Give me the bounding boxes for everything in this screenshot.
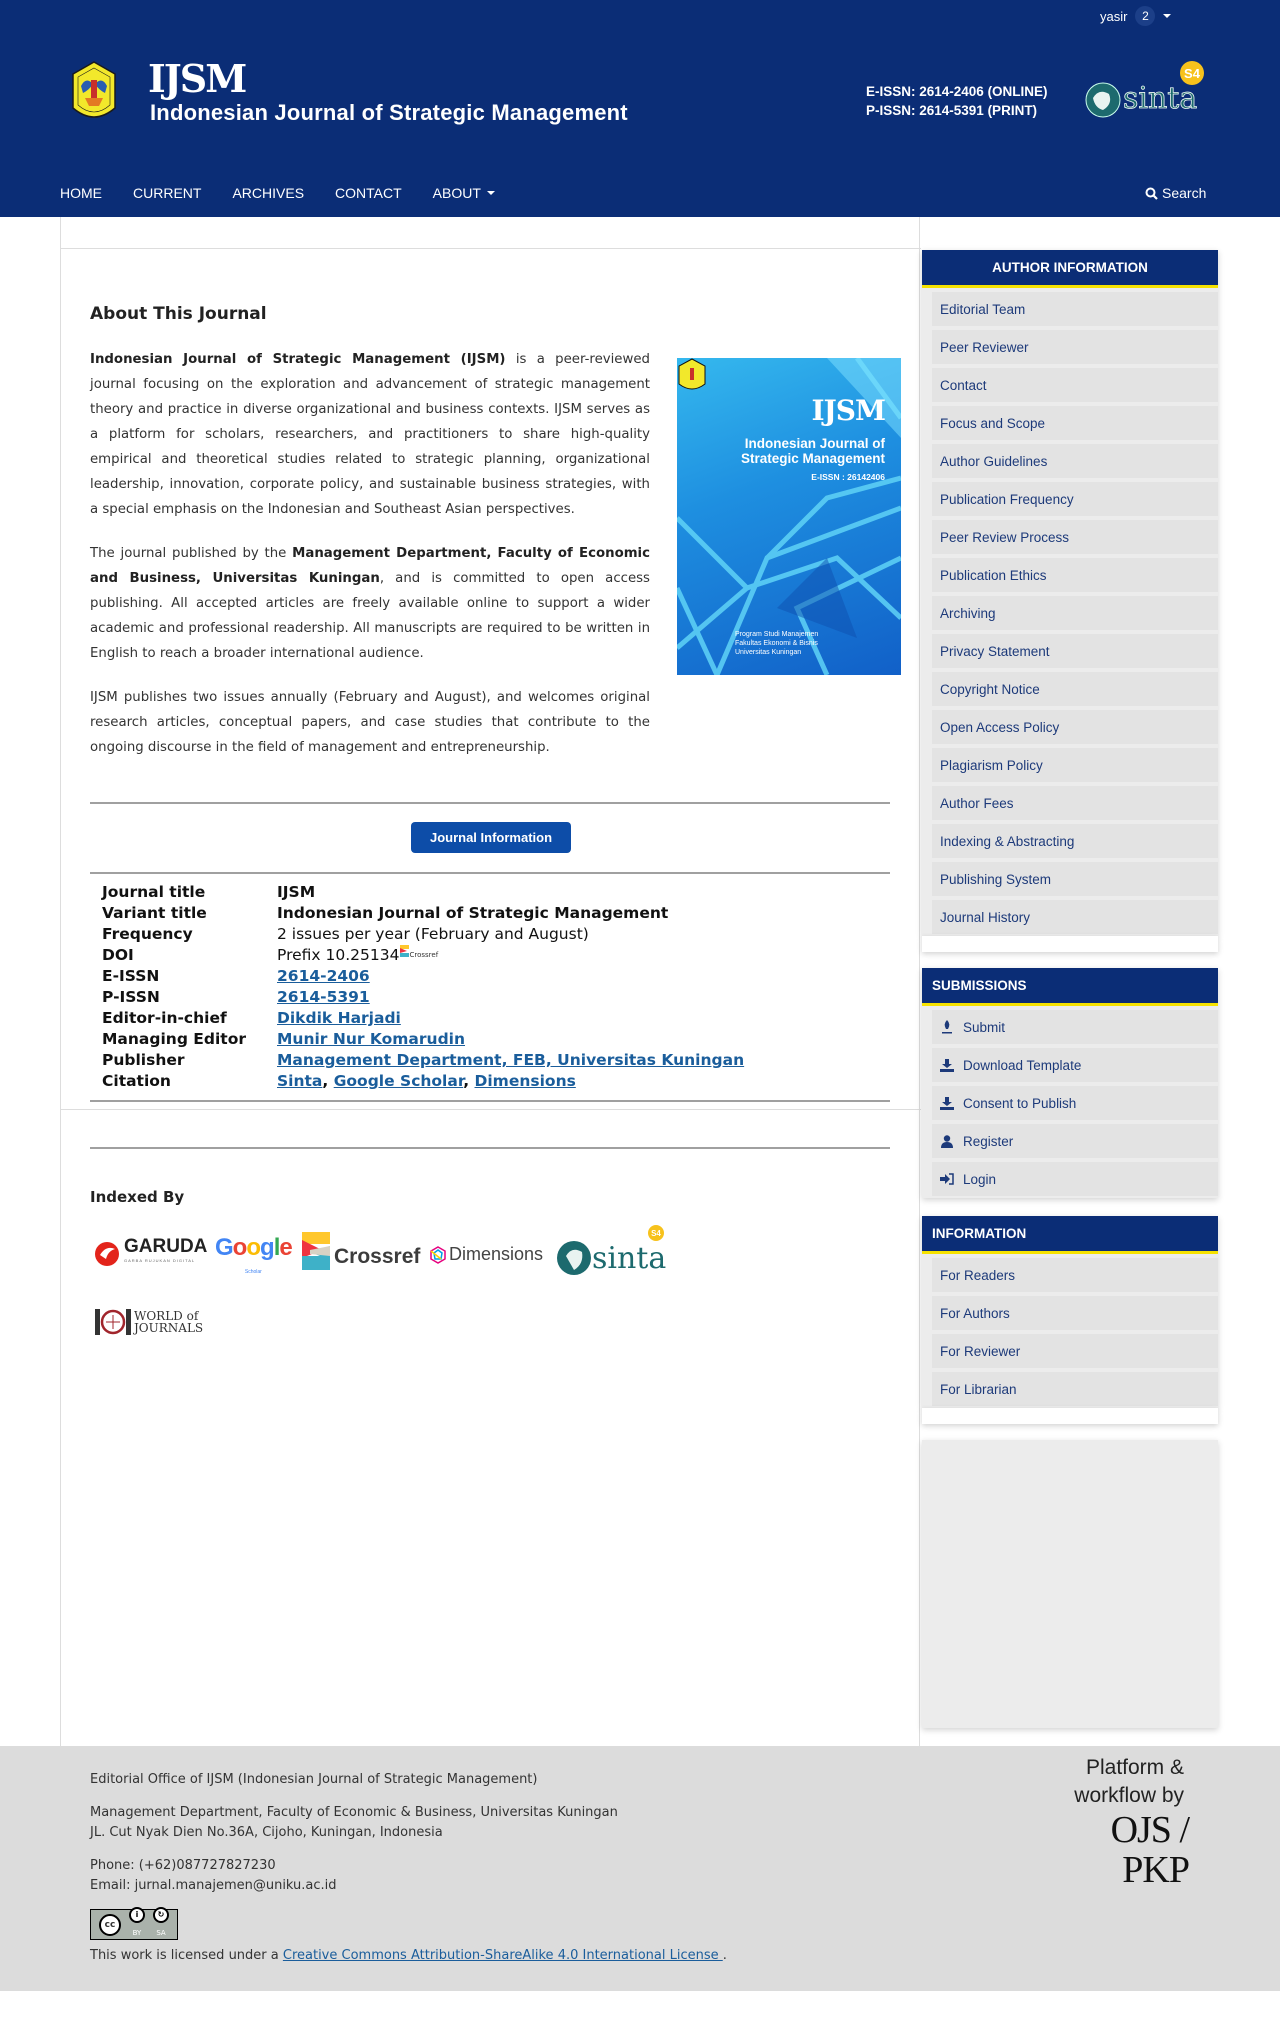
paragraph-text: is a peer-reviewed journal focusing on the exploration and advancement of strategic management theory and practice in diverse organizational and business contexts. IJSM serves as a platform for scholars, researchers, and practitioners to share high-quality empirical and theoretical studies related to strategic planning, organizational leadership, innovation, corporate policy, and sustainable business strategies, with a special emphasis on the Indonesian and Southeast Asian perspectives. — [90, 352, 650, 517]
crossref-text: Crossref — [334, 1245, 421, 1268]
nav-about-label: ABOUT — [432, 185, 481, 201]
cover-footer — [735, 630, 818, 657]
info-row — [102, 987, 744, 1008]
info-value — [277, 1071, 744, 1092]
garuda-logo[interactable] — [94, 1236, 208, 1268]
pkp-line: workflow by — [1074, 1784, 1184, 1807]
info-row — [102, 1029, 744, 1050]
sinta-index-logo[interactable] — [556, 1224, 671, 1280]
google-letter: o — [246, 1234, 261, 1261]
garuda-emblem-icon — [94, 1241, 120, 1267]
crossref-badge[interactable] — [400, 945, 438, 966]
sidebar-item-open-access-policy[interactable]: Open Access Policy — [932, 710, 1218, 744]
google-text — [215, 1236, 292, 1260]
google-scholar-subtext: Scholar — [244, 1269, 262, 1275]
divider — [90, 802, 890, 804]
citation-link[interactable]: Sinta — [277, 1072, 323, 1090]
info-link[interactable]: Munir Nur Komarudin — [277, 1030, 466, 1048]
dimensions-text: Dimensions — [449, 1244, 544, 1264]
pen-icon — [940, 1020, 954, 1034]
info-value-text: Indonesian Journal of Strategic Management — [277, 904, 669, 922]
license-statement — [90, 1946, 727, 1966]
journal-cover-image[interactable] — [677, 358, 901, 675]
crossref-logo[interactable] — [302, 1232, 420, 1270]
citation-link[interactable]: Google Scholar — [333, 1072, 464, 1090]
info-row — [102, 1050, 744, 1071]
divider — [61, 248, 921, 249]
nav-archives[interactable]: ARCHIVES — [232, 185, 305, 201]
sinta-emblem-icon — [1085, 60, 1210, 122]
info-value-text: IJSM — [277, 883, 316, 901]
sidebar-item-journal-history[interactable]: Journal History — [932, 900, 1218, 934]
google-scholar-logo[interactable] — [215, 1236, 292, 1284]
info-link[interactable]: 2614-2406 — [277, 967, 370, 985]
journal-info-table — [102, 882, 744, 1092]
footer-info — [90, 1770, 727, 1966]
license-text: This work is licensed under a — [90, 1948, 283, 1963]
info-key: Journal title — [102, 883, 206, 901]
username[interactable]: yasir — [1100, 8, 1128, 24]
sidebar-item-author-guidelines[interactable]: Author Guidelines — [932, 444, 1218, 478]
cover-footer-line: Program Studi Manajemen — [735, 631, 819, 638]
google-letter: e — [279, 1234, 292, 1261]
section-divider — [61, 1109, 921, 1110]
paragraph-text: The journal published by the — [90, 546, 293, 561]
about-paragraph-3: IJSM publishes two issues annually (February and August), and welcomes original research articles, conceptual papers, and case studies that contribute to the ongoing discourse in the field of management and entrepreneurship. — [90, 690, 650, 755]
main-content — [60, 217, 920, 1746]
info-value-text: Prefix 10.25134 — [277, 946, 400, 964]
sidebar-item-contact[interactable]: Contact — [932, 368, 1218, 402]
journal-name-bold: Indonesian Journal of Strategic Management (IJSM) — [90, 352, 506, 367]
empty-sidebar-block — [922, 1440, 1218, 1728]
sidebar-item-indexing-and-abstracting[interactable]: Indexing & Abstracting — [932, 824, 1218, 858]
info-key: Citation — [102, 1072, 171, 1090]
issn-block — [866, 82, 1048, 120]
footer-office: Editorial Office of IJSM (Indonesian Journal of Strategic Management) — [90, 1772, 538, 1787]
address-line: Management Department, Faculty of Economic & Business, Universitas Kuningan — [90, 1805, 618, 1820]
sinta-rank-text: S4 — [1184, 66, 1200, 81]
info-row — [102, 924, 744, 945]
download-icon — [940, 1097, 954, 1110]
license-text: . — [722, 1948, 727, 1963]
info-key: Variant title — [102, 904, 207, 922]
divider — [90, 1100, 890, 1102]
info-row — [102, 1071, 744, 1092]
info-link[interactable]: Management Department, FEB, Universitas Kuningan — [277, 1051, 745, 1069]
info-key: Managing Editor — [102, 1030, 247, 1048]
sidebar-item-author-fees[interactable]: Author Fees — [932, 786, 1218, 820]
info-value — [277, 945, 744, 966]
sinta-wordmark: sinta — [1123, 81, 1198, 116]
cover-title — [741, 436, 885, 466]
info-value — [277, 924, 744, 945]
cover-footer-line: Universitas Kuningan — [735, 649, 802, 656]
sidebar-item-archiving[interactable]: Archiving — [932, 596, 1218, 630]
block-title: AUTHOR INFORMATION — [922, 250, 1218, 288]
info-row — [102, 903, 744, 924]
separator: , — [322, 1072, 334, 1090]
divider — [90, 872, 890, 874]
sidebar-item-label: Download Template — [963, 1057, 1082, 1073]
info-row — [102, 945, 744, 966]
search-label: Search — [1162, 185, 1207, 201]
info-row — [102, 1008, 744, 1029]
garuda-subtext: GARBA RUJUKAN DIGITAL — [124, 1258, 196, 1263]
journal-abbr-logo[interactable]: IJSM — [148, 56, 246, 101]
google-letter: g — [260, 1234, 274, 1261]
info-key: Publisher — [102, 1051, 185, 1069]
cover-title-line: Strategic Management — [740, 451, 885, 466]
indexed-by-title: Indexed By — [90, 1188, 185, 1206]
cc-sa-icon: ↻ SA — [153, 1907, 169, 1943]
user-menu[interactable] — [1100, 6, 1171, 26]
citation-link[interactable]: Dimensions — [474, 1072, 576, 1090]
info-row — [102, 966, 744, 987]
sidebar-item-publication-ethics[interactable]: Publication Ethics — [932, 558, 1218, 592]
sidebar-item-consent-to-publish[interactable] — [932, 1086, 1218, 1120]
sinta-rank-text: S4 — [651, 1229, 661, 1238]
cc-icon: cc — [99, 1914, 121, 1936]
sidebar-item-download-template[interactable] — [932, 1048, 1218, 1082]
cc-by-icon: i BY — [129, 1907, 145, 1943]
info-value — [277, 1008, 744, 1029]
sidebar-item-publishing-system[interactable]: Publishing System — [932, 862, 1218, 896]
cover-footer-line: Fakultas Ekonomi & Bisnis — [735, 640, 818, 647]
author-information-block — [922, 250, 1218, 936]
publisher-bold: Management Department, Faculty of Economic and Business, Universitas Kuningan — [90, 546, 650, 586]
user-icon — [940, 1135, 954, 1148]
about-paragraph-2 — [90, 541, 650, 666]
sidebar-item-peer-reviewer[interactable]: Peer Reviewer — [932, 330, 1218, 364]
info-value — [277, 1029, 744, 1050]
cc-sa-label: SA — [156, 1928, 166, 1937]
spacer — [922, 936, 1218, 952]
info-value — [277, 1050, 744, 1071]
world-of-journals-logo[interactable] — [94, 1307, 203, 1337]
about-description — [90, 347, 650, 779]
sinta-wordmark: sinta — [592, 1241, 667, 1276]
google-letter: l — [273, 1234, 280, 1261]
info-value — [277, 903, 744, 924]
ojs-pkp-logo[interactable] — [1037, 1754, 1189, 1890]
sidebar-item-plagiarism-policy[interactable]: Plagiarism Policy — [932, 748, 1218, 782]
sidebar-item-submit[interactable] — [932, 1010, 1218, 1044]
dimensions-emblem-icon — [429, 1246, 447, 1264]
info-value-text: 2 issues per year (February and August) — [277, 925, 589, 943]
ici-emblem-icon — [94, 1307, 132, 1337]
sidebar-item-label: Consent to Publish — [963, 1095, 1077, 1111]
sidebar-item-privacy-statement[interactable]: Privacy Statement — [932, 634, 1218, 668]
site-footer — [0, 1746, 1280, 1991]
footer-address — [90, 1803, 727, 1843]
sidebar-item-publication-frequency[interactable]: Publication Frequency — [932, 482, 1218, 516]
download-icon — [940, 1059, 954, 1072]
info-value — [277, 966, 744, 987]
paragraph-text: , and is committed to open access publishing. All accepted articles are freely available online to support a wider academic and professional readership. All manuscripts are required to be written in English to reach a broader international audience. — [90, 571, 650, 661]
sidebar-item-for-authors[interactable]: For Authors — [932, 1296, 1218, 1330]
woj-line-2: JOURNALS — [134, 1321, 204, 1335]
sign-in-icon — [940, 1173, 954, 1185]
info-link[interactable]: 2614-5391 — [277, 988, 370, 1006]
sidebar-item-for-readers[interactable]: For Readers — [932, 1258, 1218, 1292]
info-key: Frequency — [102, 925, 193, 943]
sidebar-item-peer-review-process[interactable]: Peer Review Process — [932, 520, 1218, 554]
about-paragraph-1 — [90, 347, 650, 522]
search-icon — [1145, 187, 1158, 200]
license-link[interactable]: Creative Commons Attribution-ShareAlike 4.0 International License — [282, 1948, 723, 1963]
page-title: About This Journal — [90, 304, 267, 324]
info-key: DOI — [102, 946, 134, 964]
block-title: SUBMISSIONS — [922, 968, 1218, 1006]
info-key: Editor-in-chief — [102, 1009, 227, 1027]
sidebar-item-for-reviewer[interactable]: For Reviewer — [932, 1334, 1218, 1368]
site-header — [0, 0, 1280, 217]
nav-about[interactable] — [433, 185, 495, 201]
sidebar-item-login[interactable] — [932, 1162, 1218, 1196]
nav-home[interactable]: HOME — [60, 185, 102, 201]
divider — [90, 1147, 890, 1149]
info-value — [277, 882, 744, 903]
spacer — [922, 1408, 1218, 1424]
sidebar-item-focus-and-scope[interactable]: Focus and Scope — [932, 406, 1218, 440]
caret-down-icon[interactable] — [1163, 14, 1171, 18]
journal-information-button[interactable]: Journal Information — [411, 822, 571, 853]
search-link[interactable] — [1145, 185, 1206, 201]
e-issn-text: E-ISSN: 2614-2406 (ONLINE) — [866, 84, 1048, 99]
sidebar-item-register[interactable] — [932, 1124, 1218, 1158]
sidebar-item-label: Register — [963, 1133, 1014, 1149]
separator: , — [463, 1072, 475, 1090]
cover-title-line: Indonesian Journal of — [744, 436, 885, 451]
nav-current[interactable]: CURRENT — [133, 185, 202, 201]
sidebar-item-for-librarian[interactable]: For Librarian — [932, 1372, 1218, 1406]
submissions-block — [922, 968, 1218, 1198]
info-key: E-ISSN — [102, 967, 160, 985]
block-title: INFORMATION — [922, 1216, 1218, 1254]
pkp-wordmark: OJS / PKP — [1110, 1809, 1189, 1891]
sidebar — [922, 250, 1218, 1728]
woj-line-1: WORLD of — [134, 1309, 199, 1323]
footer-phone: Phone: (+62)087727827230 — [90, 1858, 276, 1873]
sinta-emblem-icon — [556, 1224, 671, 1280]
dimensions-logo[interactable] — [429, 1244, 543, 1265]
cc-by-label: BY — [132, 1928, 142, 1937]
main-nav — [60, 185, 495, 201]
garuda-text: GARUDA — [124, 1236, 208, 1257]
info-value — [277, 987, 744, 1008]
crossref-badge-text: Crossref — [409, 951, 439, 959]
address-line: JL. Cut Nyak Dien No.36A, Cijoho, Kuningan, Indonesia — [90, 1825, 443, 1840]
crossref-emblem-icon — [302, 1232, 330, 1270]
info-link[interactable]: Dikdik Harjadi — [277, 1009, 401, 1027]
cc-license-badge[interactable] — [90, 1909, 178, 1940]
caret-down-icon — [487, 191, 495, 195]
cover-seal-icon — [677, 358, 707, 394]
p-issn-text: P-ISSN: 2614-5391 (PRINT) — [866, 103, 1038, 118]
journal-name-logo[interactable]: Indonesian Journal of Strategic Management — [150, 100, 628, 125]
cover-abbr: IJSM — [811, 394, 885, 427]
sidebar-item-label: Login — [963, 1171, 997, 1187]
footer-email: Email: jurnal.manajemen@uniku.ac.id — [90, 1878, 337, 1893]
university-seal-logo[interactable] — [69, 60, 119, 126]
sidebar-item-label: Submit — [963, 1019, 1006, 1035]
footer-contact — [90, 1856, 727, 1896]
google-letter: G — [215, 1234, 233, 1261]
cover-issn: E-ISSN : 26142406 — [811, 472, 885, 482]
sidebar-item-copyright-notice[interactable]: Copyright Notice — [932, 672, 1218, 706]
sidebar-item-editorial-team[interactable]: Editorial Team — [932, 292, 1218, 326]
google-letter: o — [232, 1234, 247, 1261]
sinta-logo[interactable] — [1085, 60, 1210, 122]
information-block — [922, 1216, 1218, 1408]
pkp-line: Platform & — [1085, 1756, 1184, 1779]
nav-contact[interactable]: CONTACT — [335, 185, 402, 201]
info-key: P-ISSN — [102, 988, 160, 1006]
info-row — [102, 882, 744, 903]
notification-badge[interactable]: 2 — [1135, 6, 1155, 26]
